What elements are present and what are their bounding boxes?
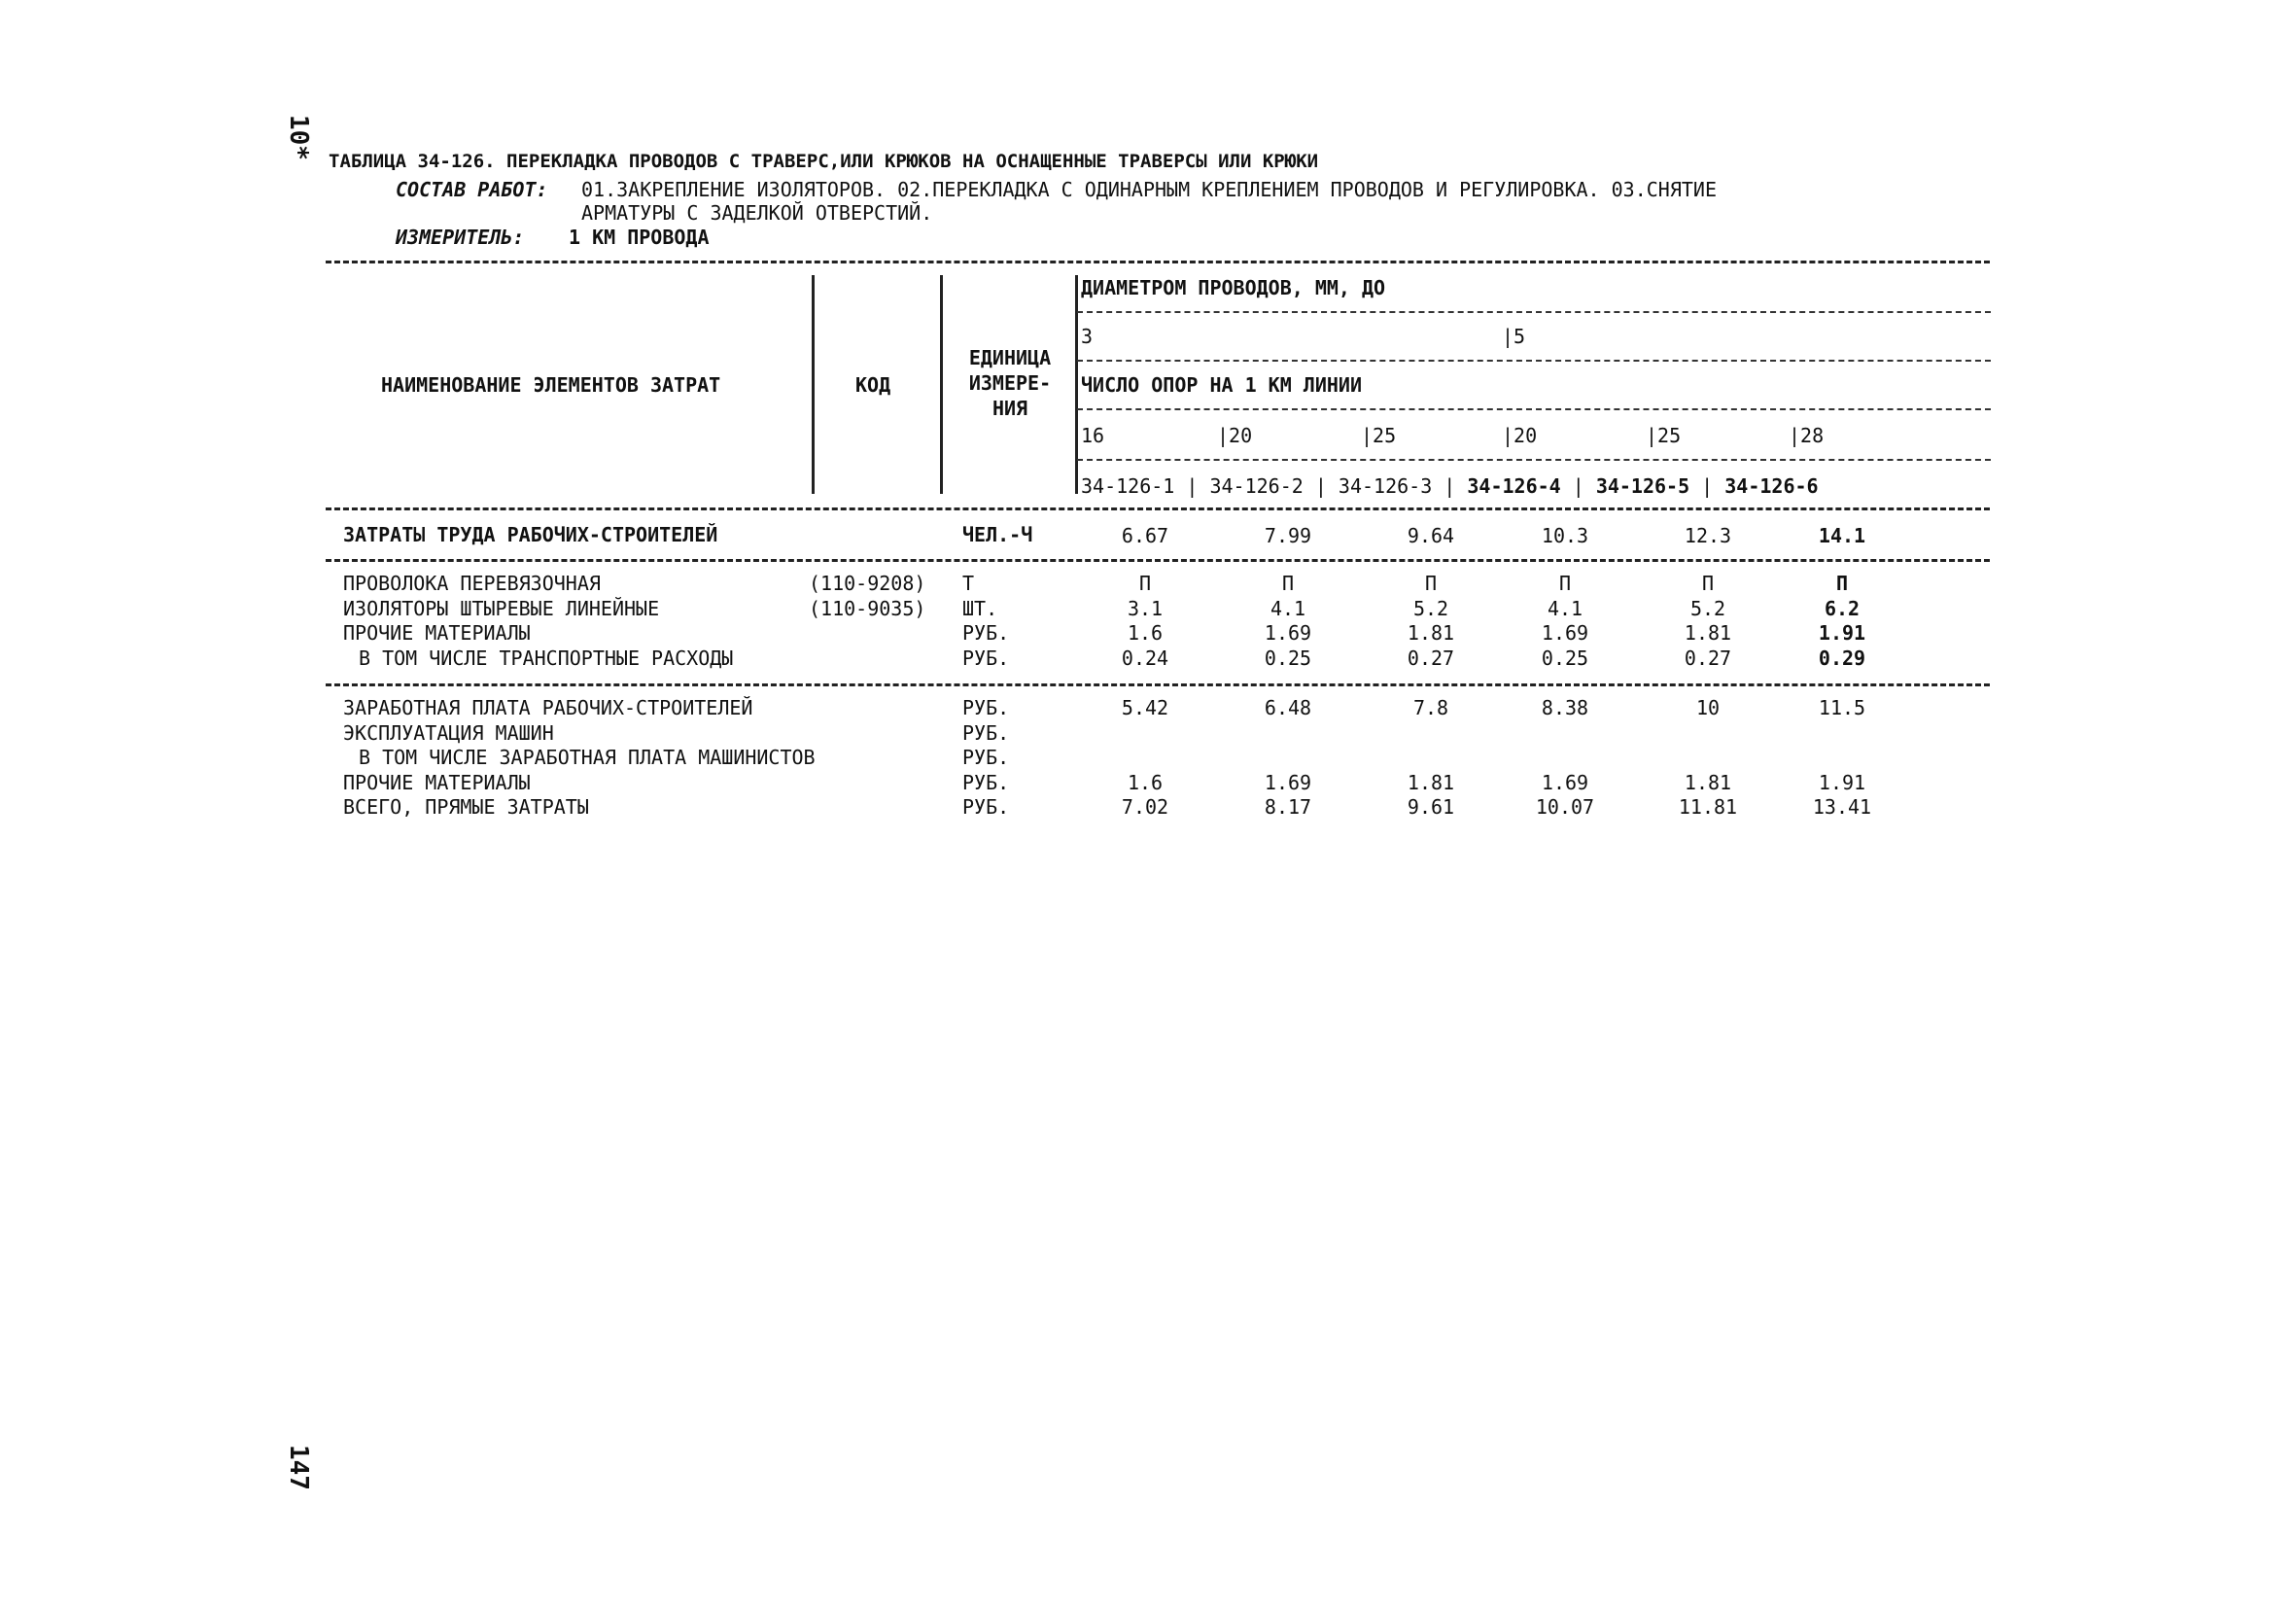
- row-value: П: [1835, 572, 1849, 595]
- row-value: 1.6: [1127, 771, 1164, 794]
- supports-header: ЧИСЛО ОПОР НА 1 КМ ЛИНИИ: [1081, 373, 1362, 397]
- column-unit-header-1: ЕДИНИЦА: [968, 346, 1052, 369]
- header-sub-rule: [1077, 311, 1991, 313]
- row-value: 9.61: [1407, 795, 1455, 819]
- row-unit: РУБ.: [962, 771, 1010, 794]
- column-codes-row: 34-126-1 | 34-126-2 | 34-126-3 | 34-126-4 | 34-126-5 | 34-126-6: [1081, 474, 1819, 498]
- column-code-3: 34-126-3: [1338, 474, 1433, 498]
- row-unit: РУБ.: [962, 621, 1010, 645]
- row-value: 0.27: [1407, 647, 1455, 670]
- row-name: ВСЕГО, ПРЯМЫЕ ЗАТРАТЫ: [343, 795, 589, 819]
- column-code-6: 34-126-6: [1724, 474, 1819, 498]
- row-value: 0.24: [1121, 647, 1169, 670]
- row-name: ПРОВОЛОКА ПЕРЕВЯЗОЧНАЯ: [343, 572, 601, 595]
- section-rule: [326, 559, 1990, 562]
- row-name: В ТОМ ЧИСЛЕ ЗАРАБОТНАЯ ПЛАТА МАШИНИСТОВ: [359, 746, 816, 769]
- labor-row-value: 7.99: [1264, 524, 1312, 547]
- header-divider: [812, 275, 815, 494]
- header-sub-rule: [1077, 408, 1991, 410]
- corner-mark: 10*: [284, 115, 313, 160]
- row-value: 5.42: [1121, 696, 1169, 719]
- column-unit-header-2: ИЗМЕРЕ-: [968, 371, 1052, 395]
- row-value: 1.91: [1818, 621, 1866, 645]
- column-code-5: 34-126-5: [1595, 474, 1690, 498]
- row-code: (110-9035): [809, 597, 926, 620]
- column-code-header: КОД: [855, 373, 891, 397]
- row-value: 8.38: [1541, 696, 1589, 719]
- row-value: П: [1424, 572, 1438, 595]
- work-composition-label: СОСТАВ РАБОТ:: [396, 178, 548, 201]
- row-value: 11.81: [1678, 795, 1738, 819]
- column-unit-header-3: НИЯ: [991, 397, 1028, 420]
- work-composition-line-1: 01.ЗАКРЕПЛЕНИЕ ИЗОЛЯТОРОВ. 02.ПЕРЕКЛАДКА С ОДИНАРНЫМ КРЕПЛЕНИЕМ ПРОВОДОВ И РЕГУЛИРОВКА. 03.СНЯТИЕ: [581, 178, 1717, 201]
- row-value: П: [1701, 572, 1715, 595]
- row-value: 1.6: [1127, 621, 1164, 645]
- column-code-1: 34-126-1: [1081, 474, 1175, 498]
- header-sub-rule: [1077, 459, 1991, 461]
- column-code-4: 34-126-4: [1467, 474, 1561, 498]
- labor-row-value: 6.67: [1121, 524, 1169, 547]
- row-value: 1.81: [1407, 621, 1455, 645]
- supports-value-6: |28: [1789, 424, 1825, 447]
- header-sub-rule: [1077, 360, 1991, 362]
- row-value: 5.2: [1412, 597, 1449, 620]
- row-name: ЭКСПЛУАТАЦИЯ МАШИН: [343, 721, 554, 745]
- row-value: 1.69: [1264, 771, 1312, 794]
- diameter-3-header: 3: [1081, 325, 1094, 348]
- row-value: 10: [1695, 696, 1721, 719]
- row-value: 1.81: [1684, 771, 1732, 794]
- supports-value-5: |25: [1646, 424, 1682, 447]
- labor-row-value: 10.3: [1541, 524, 1589, 547]
- table-top-rule: [326, 261, 1990, 263]
- labor-row-name: ЗАТРАТЫ ТРУДА РАБОЧИХ-СТРОИТЕЛЕЙ: [343, 523, 718, 546]
- row-unit: РУБ.: [962, 721, 1010, 745]
- table-title: ТАБЛИЦА 34-126. ПЕРЕКЛАДКА ПРОВОДОВ С ТРАВЕРС,ИЛИ КРЮКОВ НА ОСНАЩЕННЫЕ ТРАВЕРСЫ ИЛИ КРЮКИ: [329, 151, 1319, 172]
- row-value: 4.1: [1270, 597, 1306, 620]
- row-value: 1.69: [1541, 621, 1589, 645]
- labor-row-value: 12.3: [1684, 524, 1732, 547]
- header-divider: [940, 275, 943, 494]
- row-value: 1.81: [1407, 771, 1455, 794]
- labor-row-unit: ЧЕЛ.-Ч: [962, 523, 1033, 546]
- row-value: 5.2: [1689, 597, 1726, 620]
- row-value: 13.41: [1812, 795, 1872, 819]
- row-value: 0.29: [1818, 647, 1866, 670]
- meter-label: ИЗМЕРИТЕЛЬ:: [396, 226, 525, 249]
- supports-value-4: |20: [1502, 424, 1538, 447]
- row-value: 0.25: [1541, 647, 1589, 670]
- section-rule: [326, 683, 1990, 686]
- diameter-5-header: |5: [1502, 325, 1526, 348]
- diameter-header: ДИАМЕТРОМ ПРОВОДОВ, ММ, ДО: [1081, 276, 1386, 299]
- work-composition-line-2: АРМАТУРЫ С ЗАДЕЛКОЙ ОТВЕРСТИЙ.: [581, 201, 933, 225]
- row-value: 8.17: [1264, 795, 1312, 819]
- row-value: 4.1: [1547, 597, 1583, 620]
- supports-value-2: |20: [1217, 424, 1253, 447]
- row-name: ИЗОЛЯТОРЫ ШТЫРЕВЫЕ ЛИНЕЙНЫЕ: [343, 597, 660, 620]
- row-unit: ШТ.: [962, 597, 998, 620]
- row-name: ЗАРАБОТНАЯ ПЛАТА РАБОЧИХ-СТРОИТЕЛЕЙ: [343, 696, 753, 719]
- row-value: 6.2: [1824, 597, 1861, 620]
- column-name-header: НАИМЕНОВАНИЕ ЭЛЕМЕНТОВ ЗАТРАТ: [381, 373, 721, 397]
- row-value: П: [1138, 572, 1152, 595]
- row-unit: РУБ.: [962, 795, 1010, 819]
- row-code: (110-9208): [809, 572, 926, 595]
- row-name: ПРОЧИЕ МАТЕРИАЛЫ: [343, 621, 531, 645]
- header-bottom-rule: [326, 507, 1990, 510]
- meter-value: 1 КМ ПРОВОДА: [569, 226, 710, 249]
- labor-row-value: 9.64: [1407, 524, 1455, 547]
- row-name: ПРОЧИЕ МАТЕРИАЛЫ: [343, 771, 531, 794]
- supports-value-3: |25: [1361, 424, 1397, 447]
- page-number: 147: [284, 1445, 313, 1490]
- row-unit: РУБ.: [962, 696, 1010, 719]
- row-unit: РУБ.: [962, 746, 1010, 769]
- row-value: 1.69: [1541, 771, 1589, 794]
- header-divider: [1075, 275, 1078, 494]
- row-unit: Т: [962, 572, 975, 595]
- row-value: 1.81: [1684, 621, 1732, 645]
- row-value: 11.5: [1818, 696, 1866, 719]
- row-value: 1.91: [1818, 771, 1866, 794]
- row-value: 7.02: [1121, 795, 1169, 819]
- row-value: 7.8: [1412, 696, 1449, 719]
- column-code-2: 34-126-2: [1209, 474, 1304, 498]
- row-value: 0.27: [1684, 647, 1732, 670]
- row-value: 1.69: [1264, 621, 1312, 645]
- row-unit: РУБ.: [962, 647, 1010, 670]
- row-name: В ТОМ ЧИСЛЕ ТРАНСПОРТНЫЕ РАСХОДЫ: [359, 647, 734, 670]
- row-value: П: [1281, 572, 1295, 595]
- labor-row-value: 14.1: [1818, 524, 1866, 547]
- row-value: 6.48: [1264, 696, 1312, 719]
- diameter-5-value: 5: [1513, 325, 1526, 348]
- row-value: 10.07: [1535, 795, 1595, 819]
- row-value: П: [1558, 572, 1572, 595]
- supports-value-1: 16: [1081, 424, 1105, 447]
- row-value: 0.25: [1264, 647, 1312, 670]
- row-value: 3.1: [1127, 597, 1164, 620]
